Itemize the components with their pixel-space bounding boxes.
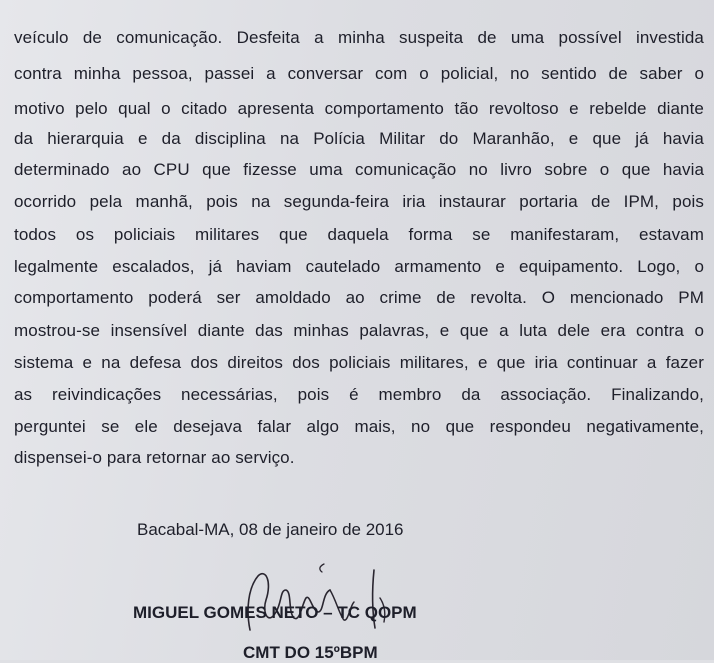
text-line: todos os policiais militares que daquela forma se manifestaram, estavam bbox=[14, 225, 704, 244]
text-line: as reivindicações necessárias, pois é membro da associação. Finalizando, bbox=[14, 385, 704, 404]
text-line: motivo pelo qual o citado apresenta comportamento tão revoltoso e rebelde diante bbox=[14, 99, 704, 118]
signer-role: CMT DO 15ºBPM bbox=[243, 643, 378, 662]
text-line: contra minha pessoa, passei a conversar com o policial, no sentido de saber o bbox=[14, 64, 704, 83]
text-line: veículo de comunicação. Desfeita a minha suspeita de uma possível investida bbox=[14, 28, 704, 47]
text-line: legalmente escalados, já haviam cautelado armamento e equipamento. Logo, o bbox=[14, 257, 704, 276]
text-line: perguntei se ele desejava falar algo mais, no que respondeu negativamente, bbox=[14, 417, 704, 436]
text-line: da hierarquia e da disciplina na Polícia Militar do Maranhão, e que já havia bbox=[14, 129, 704, 148]
text-line: ocorrido pela manhã, pois na segunda-feira iria instaurar portaria de IPM, pois bbox=[14, 192, 704, 211]
text-line: dispensei-o para retornar ao serviço. bbox=[14, 448, 295, 467]
text-line: mostrou-se insensível diante das minhas palavras, e que a luta dele era contra o bbox=[14, 321, 704, 340]
signer-name: MIGUEL GOMES NETO – TC QOPM bbox=[133, 603, 417, 622]
handwritten-signature bbox=[232, 560, 402, 640]
text-line: comportamento poderá ser amoldado ao crime de revolta. O mencionado PM bbox=[14, 288, 704, 307]
place-date: Bacabal-MA, 08 de janeiro de 2016 bbox=[137, 520, 404, 539]
text-line: sistema e na defesa dos direitos dos policiais militares, e que iria continuar a fazer bbox=[14, 353, 704, 372]
text-line: determinado ao CPU que fizesse uma comunicação no livro sobre o que havia bbox=[14, 160, 704, 179]
